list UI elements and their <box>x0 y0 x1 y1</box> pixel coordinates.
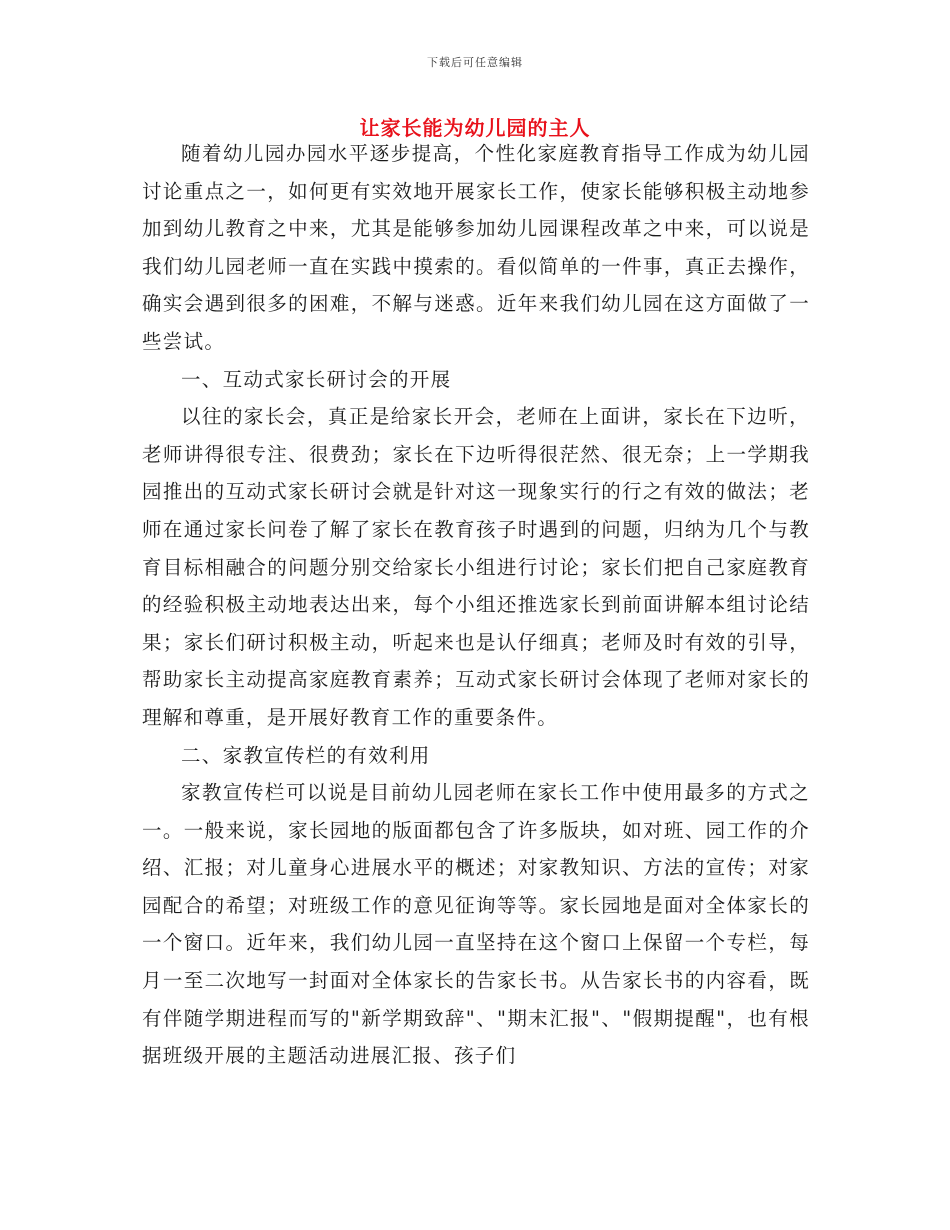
document-body <box>142 135 810 1075</box>
section-2-paragraph: 家教宣传栏可以说是目前幼儿园老师在家长工作中使用最多的方式之一。一般来说，家长园地的版面都包含了许多版块，如对班、园工作的介绍、汇报；对儿童身心进展水平的概述；对家教知识、方法的宣传；对家园配合的希望；对班级工作的意见征询等等。家长园地是面对全体家长的一个窗口。近年来，我们幼儿园一直坚持在这个窗口上保留一个专栏，每月一至二次地写一封面对全体家长的告家长书。从告家长书的内容看，既有伴随学期进程而写的"新学期致辞"、"期末汇报"、"假期提醒"，也有根据班级开展的主题活动进展汇报、孩子们 <box>142 781 810 1068</box>
section-heading-1: 一、互动式家长研讨会的开展 <box>181 367 452 391</box>
intro-paragraph: 随着幼儿园办园水平逐步提高，个性化家庭教育指导工作成为幼儿园讨论重点之一，如何更有实效地开展家长工作，使家长能够积极主动地参加到幼儿教育之中来，尤其是能够参加幼儿园课程改革之中来，可以说是我们幼儿园老师一直在实践中摸索的。看似简单的一件事，真正去操作，确实会遇到很多的困难，不解与迷惑。近年来我们幼儿园在这方面做了一些尝试。 <box>142 142 810 353</box>
section-heading-2: 二、家教宣传栏的有效利用 <box>181 743 431 767</box>
document-title: 让家长能为幼儿园的主人 <box>359 116 591 140</box>
section-1-paragraph: 以往的家长会，真正是给家长开会，老师在上面讲，家长在下边听，老师讲得很专注、很费劲；家长在下边听得很茫然、很无奈；上一学期我园推出的互动式家长研讨会就是针对这一现象实行的行之有效的做法；老师在通过家长问卷了解了家长在教育孩子时遇到的问题，归纳为几个与教育目标相融合的问题分别交给家长小组进行讨论；家长们把自己家庭教育的经验积极主动地表达出来，每个小组还推选家长到前面讲解本组讨论结果；家长们研讨积极主动，听起来也是认仔细真；老师及时有效的引导，帮助家长主动提高家庭教育素养；互动式家长研讨会体现了老师对家长的理解和尊重，是开展好教育工作的重要条件。 <box>142 405 810 729</box>
page-header-note: 下载后可任意编辑 <box>427 56 523 69</box>
